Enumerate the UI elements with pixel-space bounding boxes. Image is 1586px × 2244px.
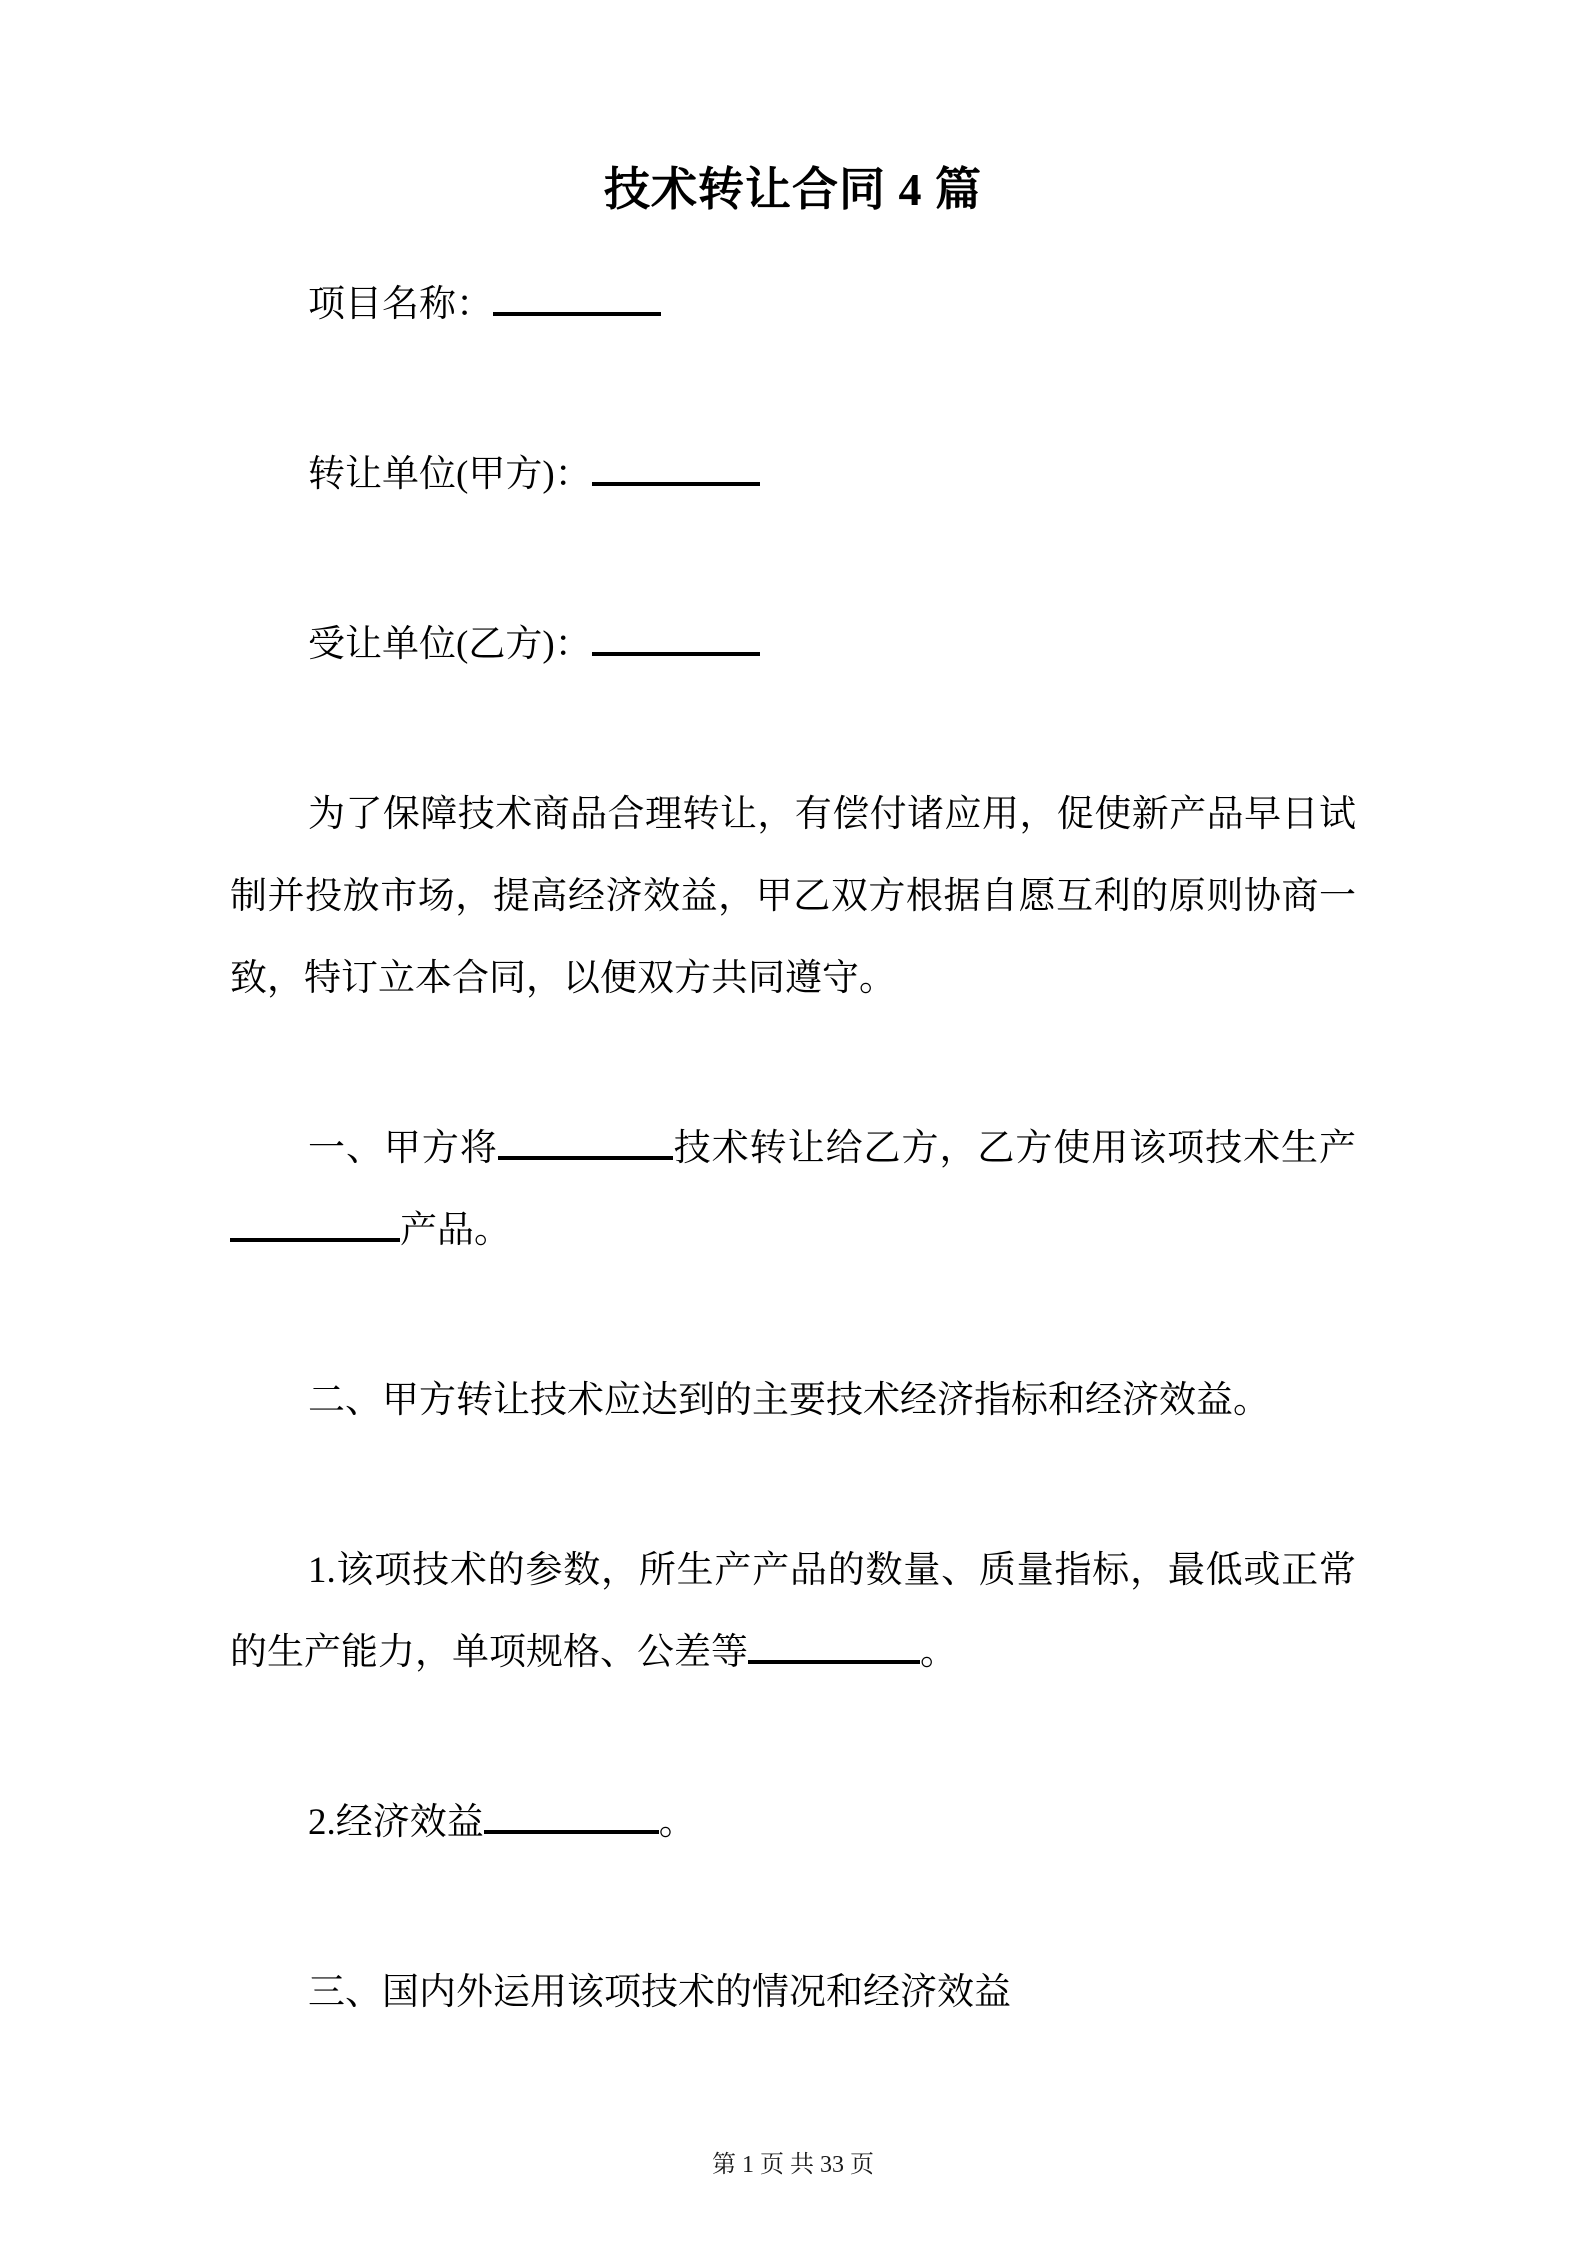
paragraph xyxy=(230,1108,1356,1272)
text-run: 1.该项技术的参数，所生产产品的数量、质量指标，最低或正常的生产能力，单项规格、公差等 xyxy=(230,1550,1356,1673)
text-run: 2.经济效益 xyxy=(308,1802,484,1843)
text-run: 。 xyxy=(658,1802,696,1843)
paragraph xyxy=(230,604,1356,686)
text-run: 二、甲方转让技术应达到的主要技术经济指标和经济效益。 xyxy=(308,1380,1270,1421)
text-run: 受让单位(乙方)： xyxy=(308,624,592,665)
page-footer xyxy=(0,2150,1586,2180)
blank-underline xyxy=(592,452,760,486)
document-body xyxy=(230,264,1356,2034)
text-run: 技术转让给乙方，乙方使用该项技术生产 xyxy=(672,1128,1357,1169)
page-number-text: 第 1 页 共 33 页 xyxy=(712,2152,874,2178)
paragraph xyxy=(230,1360,1356,1442)
text-run: 转让单位(甲方)： xyxy=(308,454,592,495)
paragraph xyxy=(230,774,1356,1020)
text-run: 。 xyxy=(920,1632,957,1673)
paragraph xyxy=(230,1952,1356,2034)
text-run: 项目名称： xyxy=(308,284,493,325)
blank-underline xyxy=(498,1126,673,1160)
blank-underline xyxy=(493,282,661,316)
paragraph xyxy=(230,434,1356,516)
text-run: 为了保障技术商品合理转让，有偿付诸应用，促使新产品早日试制并投放市场，提高经济效益，甲乙双方根据自愿互利的原则协商一致，特订立本合同，以便双方共同遵守。 xyxy=(230,794,1356,999)
paragraph xyxy=(230,1782,1356,1864)
blank-underline xyxy=(748,1630,920,1664)
paragraph xyxy=(230,264,1356,346)
paragraph xyxy=(230,1530,1356,1694)
blank-underline xyxy=(484,1800,659,1834)
blank-underline xyxy=(592,622,760,656)
text-run: 一、甲方将 xyxy=(308,1128,498,1169)
text-run: 产品。 xyxy=(400,1210,511,1251)
blank-underline xyxy=(230,1208,400,1242)
document-title: 技术转让合同 4 篇 xyxy=(604,164,982,215)
text-run: 三、国内外运用该项技术的情况和经济效益 xyxy=(308,1972,1011,2013)
